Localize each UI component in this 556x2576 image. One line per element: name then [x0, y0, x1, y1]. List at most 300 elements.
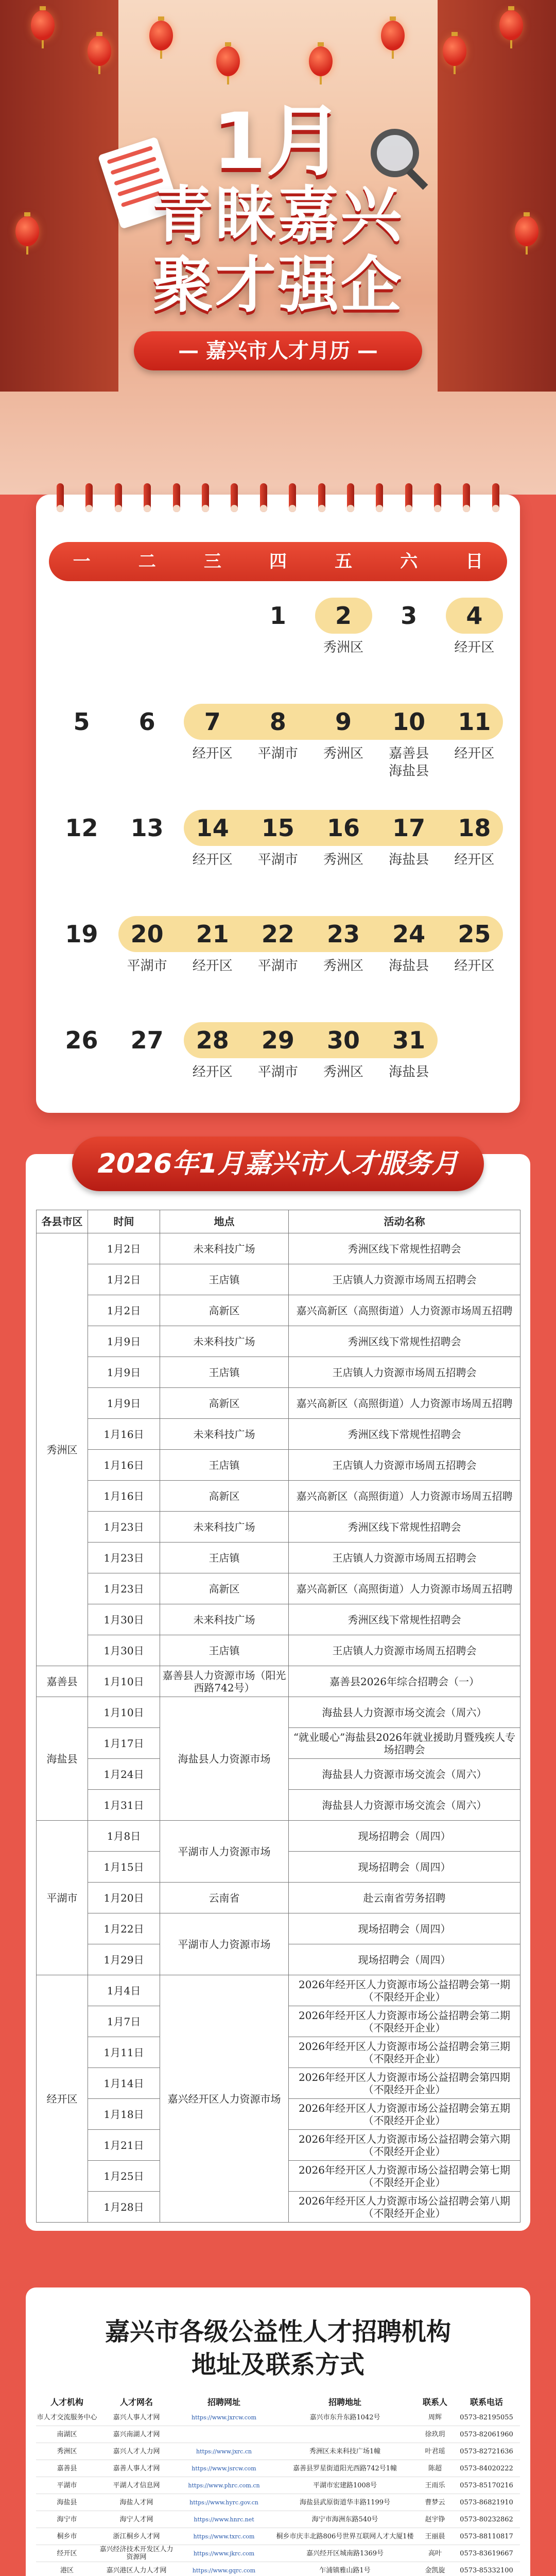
site-name-cell: 平湖人才信息网: [98, 2477, 175, 2494]
agency-cell: 经开区: [36, 2545, 98, 2562]
service-card: [26, 1148, 530, 2231]
site-name-cell: 浙江桐乡人才网: [98, 2528, 175, 2545]
url-link[interactable]: https://www.txrc.com: [175, 2528, 273, 2545]
activity-cell: 秀洲区线下常规性招聘会: [289, 1326, 520, 1357]
calendar-day[interactable]: [180, 1017, 245, 1081]
activity-cell: 嘉善县2026年综合招聘会（一）: [289, 1666, 520, 1697]
day-number: 22: [261, 920, 294, 948]
lantern-icon: [88, 36, 111, 66]
calendar-day[interactable]: [114, 1017, 180, 1063]
url-link[interactable]: https://www.phrc.com.cn: [175, 2477, 273, 2494]
hero-ribbon: — 嘉兴市人才月历 —: [134, 331, 422, 370]
calendar-day[interactable]: [180, 592, 245, 639]
day-number: 15: [261, 814, 294, 842]
column-header: 招聘地址: [328, 2397, 361, 2407]
binder-ring: [318, 483, 325, 512]
weekday-label: 四: [269, 551, 287, 572]
time-cell: 1月23日: [88, 1573, 160, 1604]
time-cell: 1月17日: [88, 1728, 160, 1759]
lantern-icon: [515, 216, 538, 246]
activity-cell: 2026年经开区人力资源市场公益招聘会第六期（不限经开企业）: [289, 2130, 520, 2161]
time-cell: 1月4日: [88, 1975, 160, 2006]
phone-cell: 0573-85170216: [453, 2477, 520, 2494]
day-number: 12: [65, 814, 98, 842]
table-row: [37, 1975, 520, 2006]
url-link[interactable]: [175, 2426, 273, 2443]
address-cell: 嘉兴经开区城南路1369号: [273, 2545, 417, 2562]
lantern-icon: [499, 10, 523, 40]
calendar-day[interactable]: [49, 805, 114, 851]
region-cell: 海盐县: [37, 1697, 88, 1821]
day-number: 31: [392, 1026, 426, 1054]
address-cell: 秀洲区未来科技广场1幢: [273, 2443, 417, 2460]
site-name-cell: 嘉兴人事人才网: [98, 2409, 175, 2426]
lantern-icon: [443, 36, 466, 66]
activity-cell: 嘉兴高新区（高照街道）人力资源市场周五招聘: [289, 1481, 520, 1512]
agency-cell: 海盐县: [36, 2494, 98, 2511]
site-name-cell: 海盐人才网: [98, 2494, 175, 2511]
binder-ring: [144, 483, 151, 512]
day-number: [442, 1017, 507, 1063]
lantern-icon: [31, 10, 55, 40]
day-number: 21: [196, 920, 229, 948]
calendar-day[interactable]: [311, 911, 376, 975]
table-row: [37, 1264, 520, 1295]
calendar-day[interactable]: [245, 592, 310, 639]
day-number: 27: [130, 1026, 164, 1054]
table-row: [37, 1450, 520, 1481]
calendar-day[interactable]: [114, 699, 180, 745]
binder-ring: [115, 483, 122, 512]
time-cell: 1月29日: [88, 1944, 160, 1975]
day-number: [114, 592, 180, 639]
calendar-day[interactable]: [49, 699, 114, 745]
contacts-title-line-1: 嘉兴市各级公益性人才招聘机构: [105, 2317, 451, 2346]
service-title: 2026年1月嘉兴市人才服务月: [72, 1137, 484, 1191]
calendar-day[interactable]: [376, 911, 442, 975]
calendar-week: [49, 805, 507, 911]
activity-cell: 2026年经开区人力资源市场公益招聘会第三期（不限经开企业）: [289, 2037, 520, 2068]
day-number: 2: [335, 602, 352, 630]
day-number: 7: [204, 708, 221, 736]
activity-cell: 海盐县人力资源市场交流会（周六）: [289, 1759, 520, 1790]
time-cell: 1月24日: [88, 1759, 160, 1790]
table-row: [37, 1697, 520, 1728]
contact-person-cell: 赵宇铮: [417, 2511, 453, 2528]
day-number: 29: [261, 1026, 294, 1054]
address-cell: 桐乡市庆丰北路806号世界互联网人才大厦1楼: [273, 2528, 417, 2545]
service-table-header: [37, 1210, 520, 1233]
address-cell: 嘉兴市东升东路1042号: [273, 2409, 417, 2426]
calendar-day[interactable]: [442, 911, 507, 975]
day-number: 20: [130, 920, 164, 948]
agency-cell: 市人才交流服务中心: [36, 2409, 98, 2426]
weekday-header: [49, 542, 507, 581]
day-events: 平湖市: [257, 958, 298, 974]
time-cell: 1月14日: [88, 2068, 160, 2099]
time-cell: 1月16日: [88, 1481, 160, 1512]
calendar-card: [36, 495, 520, 1113]
binder-ring: [231, 483, 238, 512]
day-events: 经开区: [192, 1064, 233, 1080]
place-cell: 未来科技广场: [160, 1512, 289, 1543]
day-number: 26: [65, 1026, 98, 1054]
address-cell: [273, 2426, 417, 2443]
day-events: 秀洲区: [323, 852, 364, 868]
time-cell: 1月15日: [88, 1852, 160, 1883]
column-header: 时间: [88, 1210, 160, 1233]
place-cell: 王店镇: [160, 1357, 289, 1388]
contact-row: [36, 2511, 520, 2528]
place-cell: 云南省: [160, 1883, 289, 1913]
activity-cell: 2026年经开区人力资源市场公益招聘会第八期（不限经开企业）: [289, 2192, 520, 2223]
contact-person-cell: 陈超: [417, 2460, 453, 2477]
table-row: [37, 1512, 520, 1543]
calendar-day[interactable]: [442, 1017, 507, 1063]
column-header: 人才机构: [50, 2397, 83, 2407]
place-cell: 未来科技广场: [160, 1233, 289, 1264]
calendar-grid: [49, 592, 507, 1123]
region-cell: 嘉善县: [37, 1666, 88, 1697]
day-events: 经开区: [192, 746, 233, 761]
day-events: 秀洲区: [323, 958, 364, 974]
day-events: 经开区: [454, 958, 495, 974]
weekday-label: 日: [465, 551, 483, 572]
day-events: 秀洲区: [323, 746, 364, 761]
hero-line-1: 青睐嘉兴: [152, 179, 404, 250]
lantern-icon: [149, 21, 173, 50]
binder-ring: [289, 483, 296, 512]
calendar-day[interactable]: [376, 805, 442, 869]
activity-cell: 现场招聘会（周四）: [289, 1944, 520, 1975]
calendar-day[interactable]: [442, 699, 507, 762]
calendar-day[interactable]: [311, 805, 376, 869]
day-number: 18: [458, 814, 491, 842]
activity-cell: 嘉兴高新区（高照街道）人力资源市场周五招聘: [289, 1295, 520, 1326]
day-number: 8: [269, 708, 286, 736]
activity-cell: 王店镇人力资源市场周五招聘会: [289, 1450, 520, 1481]
day-events: 海盐县: [389, 852, 429, 868]
calendar-week: [49, 1017, 507, 1123]
activity-cell: 秀洲区线下常规性招聘会: [289, 1512, 520, 1543]
column-header: 招聘网址: [207, 2397, 240, 2407]
url-link[interactable]: https://www.jsrcw.com: [175, 2460, 273, 2477]
calendar-day[interactable]: [180, 805, 245, 869]
calendar-day[interactable]: [180, 911, 245, 975]
address-cell: 乍浦镇雅山路1号: [273, 2562, 417, 2576]
time-cell: 1月9日: [88, 1357, 160, 1388]
time-cell: 1月18日: [88, 2099, 160, 2130]
agency-cell: 桐乡市: [36, 2528, 98, 2545]
time-cell: 1月20日: [88, 1883, 160, 1913]
table-row: [37, 1821, 520, 1852]
table-row: [37, 1666, 520, 1697]
hero-month: 1月: [212, 97, 344, 187]
agency-cell: 嘉善县: [36, 2460, 98, 2477]
day-number: 23: [327, 920, 360, 948]
contacts-card: [26, 2287, 530, 2576]
url-link[interactable]: https://www.jxrcw.com: [175, 2409, 273, 2426]
time-cell: 1月9日: [88, 1326, 160, 1357]
place-cell: 王店镇: [160, 1450, 289, 1481]
binder-ring: [376, 483, 383, 512]
contacts-title-line-2: 地址及联系方式: [191, 2350, 364, 2379]
place-cell: 平湖市人力资源市场: [160, 1821, 289, 1883]
table-row: [37, 1573, 520, 1604]
binder-ring: [260, 483, 267, 512]
calendar-week: [49, 592, 507, 699]
table-row: [37, 1635, 520, 1666]
phone-cell: 0573-84020222: [453, 2460, 520, 2477]
day-number: 25: [458, 920, 491, 948]
activity-cell: 现场招聘会（周四）: [289, 1913, 520, 1944]
contact-person-cell: 周辉: [417, 2409, 453, 2426]
url-link[interactable]: https://www.gqrc.com: [175, 2562, 273, 2576]
contact-person-cell: 徐玖玥: [417, 2426, 453, 2443]
address-cell: 海宁市海洲东路540号: [273, 2511, 417, 2528]
day-number: 5: [73, 708, 90, 736]
table-row: [37, 1604, 520, 1635]
activity-cell: 现场招聘会（周四）: [289, 1821, 520, 1852]
activity-cell: 秀洲区线下常规性招聘会: [289, 1419, 520, 1450]
table-row: [37, 1388, 520, 1419]
site-name-cell: 嘉兴南湖人才网: [98, 2426, 175, 2443]
activity-cell: 嘉兴高新区（高照街道）人力资源市场周五招聘: [289, 1573, 520, 1604]
day-events: 经开区: [192, 852, 233, 868]
place-cell: 嘉兴经开区人力资源市场: [160, 1975, 289, 2223]
time-cell: 1月8日: [88, 1821, 160, 1852]
place-cell: 未来科技广场: [160, 1419, 289, 1450]
calendar-day[interactable]: [114, 592, 180, 639]
time-cell: 1月23日: [88, 1543, 160, 1573]
contact-row: [36, 2477, 520, 2494]
column-header: 地点: [160, 1210, 289, 1233]
calendar-day[interactable]: [180, 699, 245, 762]
hero-line-2: 聚才强企: [152, 249, 404, 320]
calendar-day[interactable]: [114, 911, 180, 975]
day-number: 6: [138, 708, 155, 736]
binder-ring: [405, 483, 412, 512]
day-events: 平湖市: [127, 958, 167, 974]
contact-person-cell: 曹梦云: [417, 2494, 453, 2511]
time-cell: 1月2日: [88, 1233, 160, 1264]
day-events: 经开区: [454, 640, 495, 655]
column-header: 人才网名: [119, 2397, 153, 2407]
binder-ring: [202, 483, 209, 512]
site-name-cell: 嘉兴港区人力人才网: [98, 2562, 175, 2576]
day-events: 经开区: [454, 746, 495, 761]
calendar-week: [49, 911, 507, 1017]
url-link[interactable]: https://www.hnrc.net: [175, 2511, 273, 2528]
table-row: [37, 1295, 520, 1326]
contacts-title: [26, 2315, 530, 2381]
place-cell: 王店镇: [160, 1264, 289, 1295]
day-events: 秀洲区: [323, 1064, 364, 1080]
hero-banner: [0, 0, 556, 495]
day-number: 13: [130, 814, 164, 842]
phone-cell: 0573-82721636: [453, 2443, 520, 2460]
calendar-day[interactable]: [442, 592, 507, 656]
contact-person-cell: 王丽晨: [417, 2528, 453, 2545]
url-link[interactable]: https://www.jkrc.com: [175, 2545, 273, 2562]
table-row: [37, 1233, 520, 1264]
day-number: 28: [196, 1026, 229, 1054]
phone-cell: 0573-85332100: [453, 2562, 520, 2576]
time-cell: 1月21日: [88, 2130, 160, 2161]
day-number: 3: [401, 602, 418, 630]
time-cell: 1月30日: [88, 1604, 160, 1635]
time-cell: 1月9日: [88, 1388, 160, 1419]
site-name-cell: 嘉兴人才人力网: [98, 2443, 175, 2460]
calendar-day[interactable]: [442, 805, 507, 869]
activity-cell: 现场招聘会（周四）: [289, 1852, 520, 1883]
column-header: 活动名称: [289, 1210, 520, 1233]
day-events: 经开区: [454, 852, 495, 868]
time-cell: 1月30日: [88, 1635, 160, 1666]
activity-cell: 王店镇人力资源市场周五招聘会: [289, 1543, 520, 1573]
place-cell: 海盐县人力资源市场: [160, 1697, 289, 1821]
time-cell: 1月22日: [88, 1913, 160, 1944]
activity-cell: 秀洲区线下常规性招聘会: [289, 1233, 520, 1264]
calendar-day[interactable]: [49, 1017, 114, 1063]
column-header: 联系人: [422, 2397, 447, 2407]
time-cell: 1月25日: [88, 2161, 160, 2192]
phone-cell: 0573-82195055: [453, 2409, 520, 2426]
place-cell: 高新区: [160, 1573, 289, 1604]
phone-cell: 0573-80232862: [453, 2511, 520, 2528]
calendar-day[interactable]: [245, 911, 310, 975]
day-number: [180, 592, 245, 639]
site-name-cell: 嘉善人事人才网: [98, 2460, 175, 2477]
day-number: 4: [466, 602, 483, 630]
calendar-day[interactable]: [245, 1017, 310, 1081]
url-link[interactable]: https://www.hyrc.gov.cn: [175, 2494, 273, 2511]
contacts-table: [36, 2394, 520, 2576]
region-cell: 平湖市: [37, 1821, 88, 1975]
region-cell: 秀洲区: [37, 1233, 88, 1666]
calendar-day[interactable]: [311, 592, 376, 656]
binder-ring: [492, 483, 499, 512]
time-cell: 1月16日: [88, 1450, 160, 1481]
activity-cell: 秀洲区线下常规性招聘会: [289, 1604, 520, 1635]
activity-cell: 王店镇人力资源市场周五招聘会: [289, 1264, 520, 1295]
day-events: 平湖市: [257, 1064, 298, 1080]
time-cell: 1月16日: [88, 1419, 160, 1450]
calendar-day[interactable]: [114, 805, 180, 851]
day-events: 平湖市: [257, 852, 298, 868]
calendar-day[interactable]: [376, 699, 442, 780]
place-cell: 王店镇: [160, 1543, 289, 1573]
contact-person-cell: 高叶: [417, 2545, 453, 2562]
phone-cell: 0573-88110817: [453, 2528, 520, 2545]
contact-row: [36, 2562, 520, 2576]
time-cell: 1月10日: [88, 1697, 160, 1728]
day-events: 秀洲区: [323, 640, 364, 655]
weekday-label: 三: [203, 551, 221, 572]
calendar-day[interactable]: [376, 592, 442, 639]
place-cell: 平湖市人力资源市场: [160, 1913, 289, 1975]
time-cell: 1月2日: [88, 1295, 160, 1326]
contact-row: [36, 2409, 520, 2426]
place-cell: 嘉善县人力资源市场（阳光西路742号）: [160, 1666, 289, 1697]
lantern-icon: [15, 216, 39, 246]
calendar-week: [49, 699, 507, 805]
time-cell: 1月11日: [88, 2037, 160, 2068]
binder-ring: [463, 483, 470, 512]
activity-cell: 2026年经开区人力资源市场公益招聘会第五期（不限经开企业）: [289, 2099, 520, 2130]
address-cell: 平湖市宏建路1008号: [273, 2477, 417, 2494]
calendar-day[interactable]: [49, 592, 114, 639]
time-cell: 1月31日: [88, 1790, 160, 1821]
weekday-label: 五: [335, 551, 353, 572]
day-number: 9: [335, 708, 352, 736]
calendar-day[interactable]: [245, 699, 310, 762]
contacts-table-header: [36, 2394, 520, 2409]
activity-cell: 2026年经开区人力资源市场公益招聘会第四期（不限经开企业）: [289, 2068, 520, 2099]
agency-cell: 港区: [36, 2562, 98, 2576]
activity-cell: 2026年经开区人力资源市场公益招聘会第七期（不限经开企业）: [289, 2161, 520, 2192]
lantern-icon: [309, 46, 333, 76]
activity-cell: 王店镇人力资源市场周五招聘会: [289, 1635, 520, 1666]
day-events: 平湖市: [257, 746, 298, 761]
agency-cell: 海宁市: [36, 2511, 98, 2528]
time-cell: 1月2日: [88, 1264, 160, 1295]
weekday-label: 一: [73, 551, 91, 572]
calendar-day[interactable]: [311, 699, 376, 762]
day-events: 嘉善县 海盐县: [389, 746, 429, 779]
lantern-icon: [381, 21, 405, 50]
table-row: [37, 1883, 520, 1913]
activity-cell: 海盐县人力资源市场交流会（周六）: [289, 1790, 520, 1821]
url-link[interactable]: https://www.jxrc.cn: [175, 2443, 273, 2460]
table-row: [37, 1913, 520, 1944]
activity-cell: “就业暖心”海盐县2026年就业援助月暨残疾人专场招聘会: [289, 1728, 520, 1759]
calendar-day[interactable]: [49, 911, 114, 957]
contact-row: [36, 2545, 520, 2562]
contact-person-cell: 金凯旋: [417, 2562, 453, 2576]
activity-cell: 赴云南省劳务招聘: [289, 1883, 520, 1913]
day-number: 30: [327, 1026, 360, 1054]
activity-cell: 嘉兴高新区（高照街道）人力资源市场周五招聘: [289, 1388, 520, 1419]
place-cell: 未来科技广场: [160, 1326, 289, 1357]
binder-ring: [173, 483, 180, 512]
activity-cell: 王店镇人力资源市场周五招聘会: [289, 1357, 520, 1388]
activity-cell: 海盐县人力资源市场交流会（周六）: [289, 1697, 520, 1728]
binder-ring: [434, 483, 441, 512]
place-cell: 高新区: [160, 1481, 289, 1512]
place-cell: 王店镇: [160, 1635, 289, 1666]
table-row: [37, 1326, 520, 1357]
time-cell: 1月28日: [88, 2192, 160, 2223]
column-header: 各县市区: [37, 1210, 88, 1233]
agency-cell: 南湖区: [36, 2426, 98, 2443]
calendar-day[interactable]: [376, 1017, 442, 1081]
binder-ring: [347, 483, 354, 512]
contact-row: [36, 2460, 520, 2477]
calendar-day[interactable]: [245, 805, 310, 869]
table-row: [37, 1543, 520, 1573]
day-number: [49, 592, 114, 639]
service-table: [36, 1210, 520, 2223]
weekday-label: 二: [138, 551, 156, 572]
agency-cell: 秀洲区: [36, 2443, 98, 2460]
table-row: [37, 1419, 520, 1450]
calendar-day[interactable]: [311, 1017, 376, 1081]
day-number: 11: [458, 708, 491, 736]
table-row: [37, 1481, 520, 1512]
day-events: 海盐县: [389, 958, 429, 974]
contact-row: [36, 2443, 520, 2460]
